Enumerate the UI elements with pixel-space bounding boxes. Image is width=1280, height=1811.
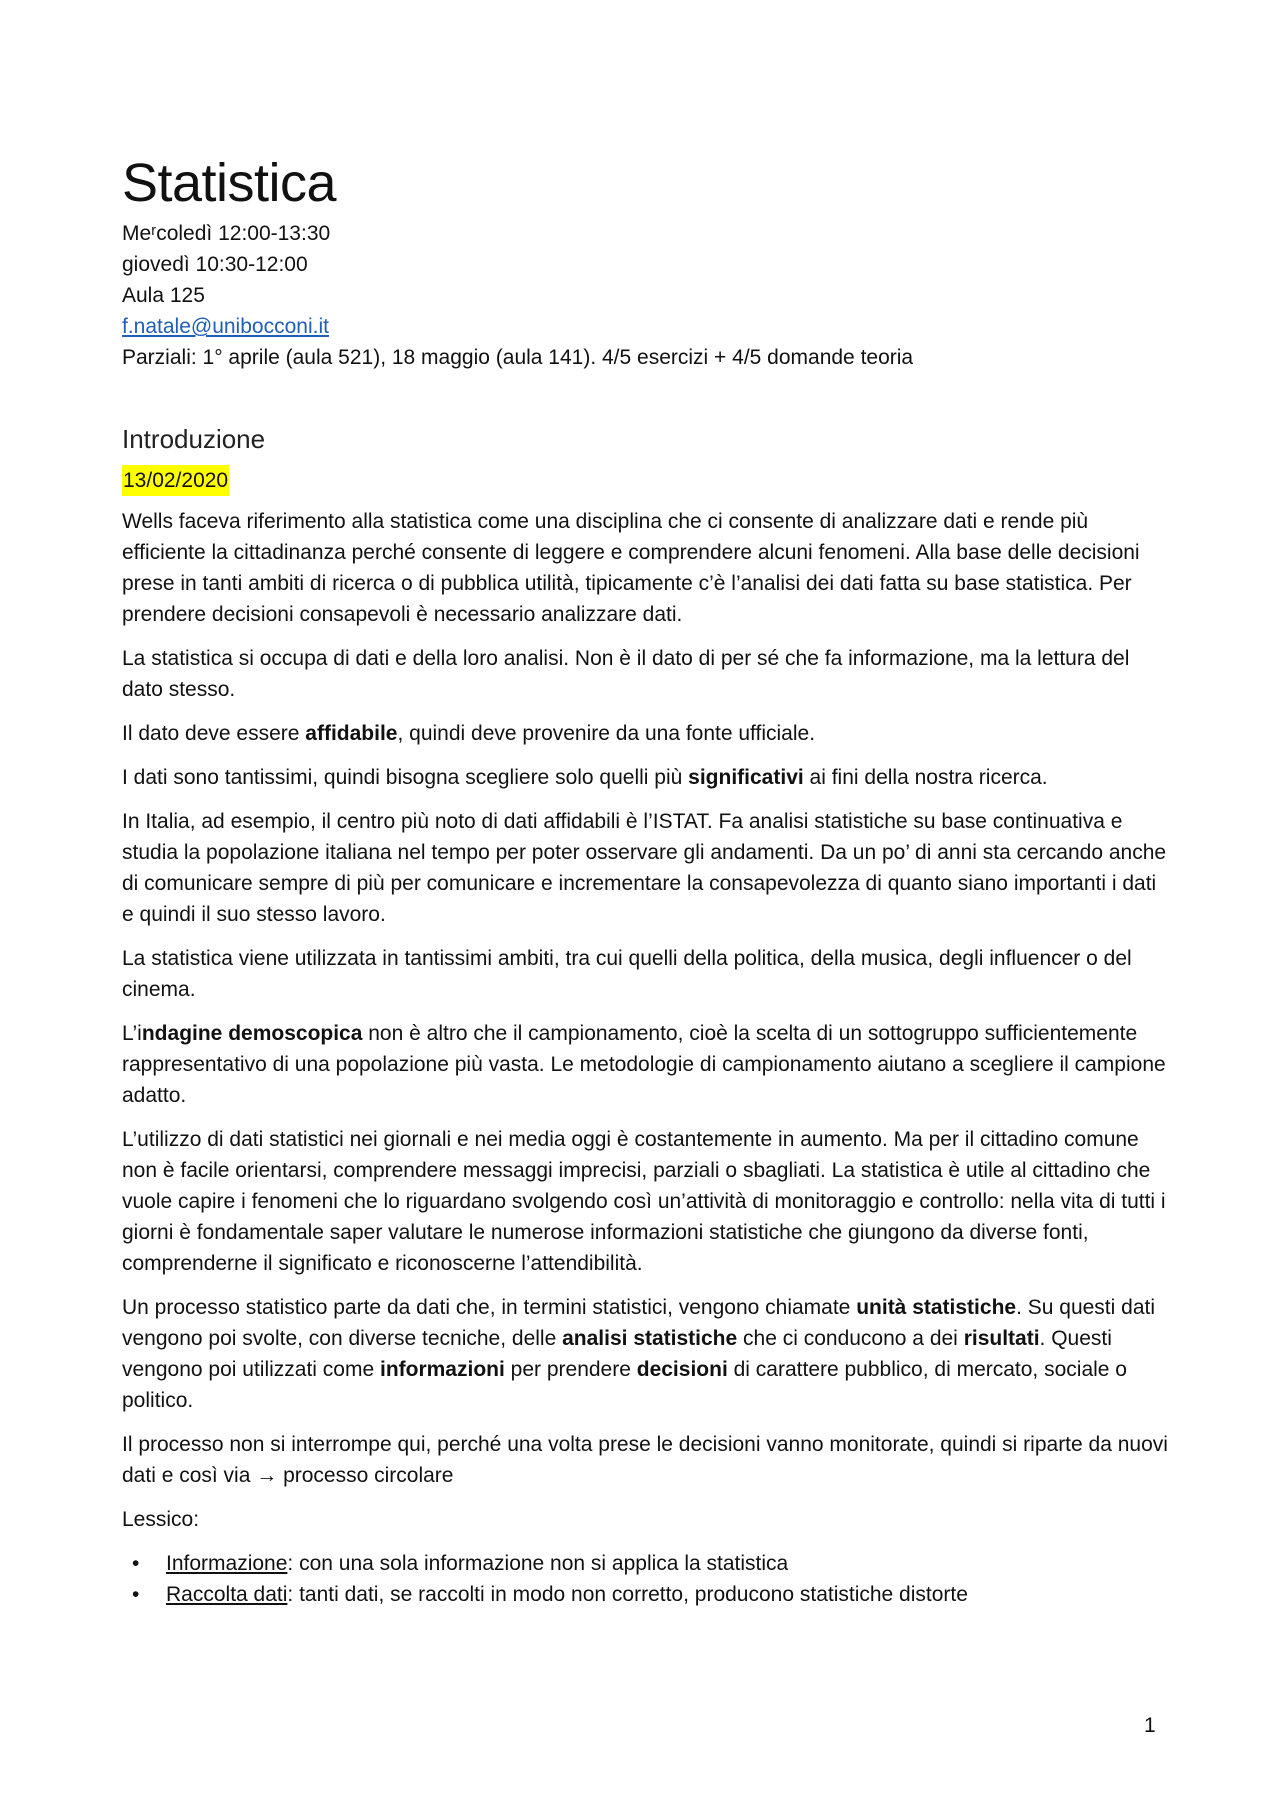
room-line: Aula 125	[122, 284, 205, 307]
bullet-icon: •	[132, 1583, 140, 1606]
paragraph-10: Il processo non si interrompe qui, perché una volta prese le decisioni vanno monitorate, quindi si riparte da nuovi dati e così via → processo circolare	[122, 1433, 1168, 1487]
paragraph-8: L’utilizzo di dati statistici nei giornali e nei media oggi è costantemente in aumento. Ma per il cittadino comune non è facile orientarsi, comprendere messaggi imprecisi, parziali o sbagliati. La statistica è utile al cittadino che vuole capire i fenomeni che lo riguardano svolgendo così un’attività di monitoraggio e controllo: nella vita di tutti i giorni è fondamentale saper valutare le numerose informazioni statistiche che giungono da diverse fonti, comprenderne il significato e riconoscerne l’attendibilità.	[122, 1128, 1166, 1275]
paragraph-3: Il dato deve essere affidabile, quindi deve provenire da una fonte ufficiale.	[122, 722, 816, 745]
bold-term: informazioni	[379, 1358, 505, 1381]
course-info	[122, 218, 1172, 373]
parziali-line: Parziali: 1° aprile (aula 521), 18 maggio (aula 141). 4/5 esercizi + 4/5 domande teoria	[122, 346, 914, 369]
list-item: • Informazione: con una sola informazione non si applica la statistica	[166, 1548, 1172, 1579]
lessico-label: Lessico:	[122, 1508, 200, 1531]
email-link[interactable]: f.natale@unibocconi.it	[122, 315, 329, 338]
paragraph-5: In Italia, ad esempio, il centro più noto di dati affidabili è l’ISTAT. Fa analisi statistiche su base continuativa e studia la popolazione italiana nel tempo per poter osservare gli andamenti. Da un po’ di anni sta cercando anche di comunicare sempre di più per comunicare e incrementare la consapevolezza di quanto siano importanti i dati e quindi il suo stesso lavoro.	[122, 810, 1167, 926]
paragraph-9: Un processo statistico parte da dati che, in termini statistici, vengono chiamate unità statistiche. Su questi dati vengono poi svolte, con diverse tecniche, delle analisi statistiche che ci conducono a dei risultati. Questi vengono poi utilizzati come informazioni per prendere decisioni di carattere pubblico, di mercato, sociale o politico.	[122, 1296, 1155, 1412]
section-heading: Introduzione	[122, 424, 266, 454]
document-page	[122, 150, 1172, 1610]
schedule-line-1: Meʳcoledì 12:00-13:30	[122, 222, 331, 245]
arrow-right-icon: →	[256, 1464, 278, 1487]
list-term: Raccolta dati	[166, 1583, 288, 1606]
lessico-list	[122, 1548, 1172, 1610]
paragraph-6: La statistica viene utilizzata in tantissimi ambiti, tra cui quelli della politica, della musica, degli influencer o del cinema.	[122, 947, 1132, 1001]
bold-term: affidabile	[305, 722, 398, 745]
bullet-icon: •	[132, 1552, 140, 1575]
paragraph-2: La statistica si occupa di dati e della loro analisi. Non è il dato di per sé che fa informazione, ma la lettura del dato stesso.	[122, 647, 1130, 701]
schedule-line-2: giovedì 10:30-12:00	[122, 253, 308, 276]
list-item: • Raccolta dati: tanti dati, se raccolti in modo non corretto, producono statistiche distorte	[166, 1579, 1172, 1610]
paragraph-1: Wells faceva riferimento alla statistica come una disciplina che ci consente di analizzare dati e rende più efficiente la cittadinanza perché consente di leggere e comprendere alcuni fenomeni. Alla base delle decisioni prese in tanti ambiti di ricerca o di pubblica utilità, tipicamente c’è l’analisi dei dati fatta su base statistica. Per prendere decisioni consapevoli è necessario analizzare dati.	[122, 510, 1140, 626]
bold-term: risultati	[963, 1327, 1040, 1350]
page-number: 1	[1144, 1714, 1156, 1737]
bold-term: ndagine demoscopica	[141, 1022, 363, 1045]
highlighted-date: 13/02/2020	[122, 465, 229, 496]
paragraph-4: I dati sono tantissimi, quindi bisogna scegliere solo quelli più significativi ai fini della nostra ricerca.	[122, 766, 1048, 789]
bold-term: significativi	[688, 766, 804, 789]
bold-term: unità statistiche	[856, 1296, 1017, 1319]
bold-term: analisi statistiche	[562, 1327, 738, 1350]
bold-term: decisioni	[636, 1358, 728, 1381]
paragraph-7: L’indagine demoscopica non è altro che il campionamento, cioè la scelta di un sottogruppo sufficientemente rappresentativo di una popolazione più vasta. Le metodologie di campionamento aiutano a scegliere il campione adatto.	[122, 1022, 1166, 1107]
list-term: Informazione	[166, 1552, 288, 1575]
document-title: Statistica	[122, 153, 337, 213]
